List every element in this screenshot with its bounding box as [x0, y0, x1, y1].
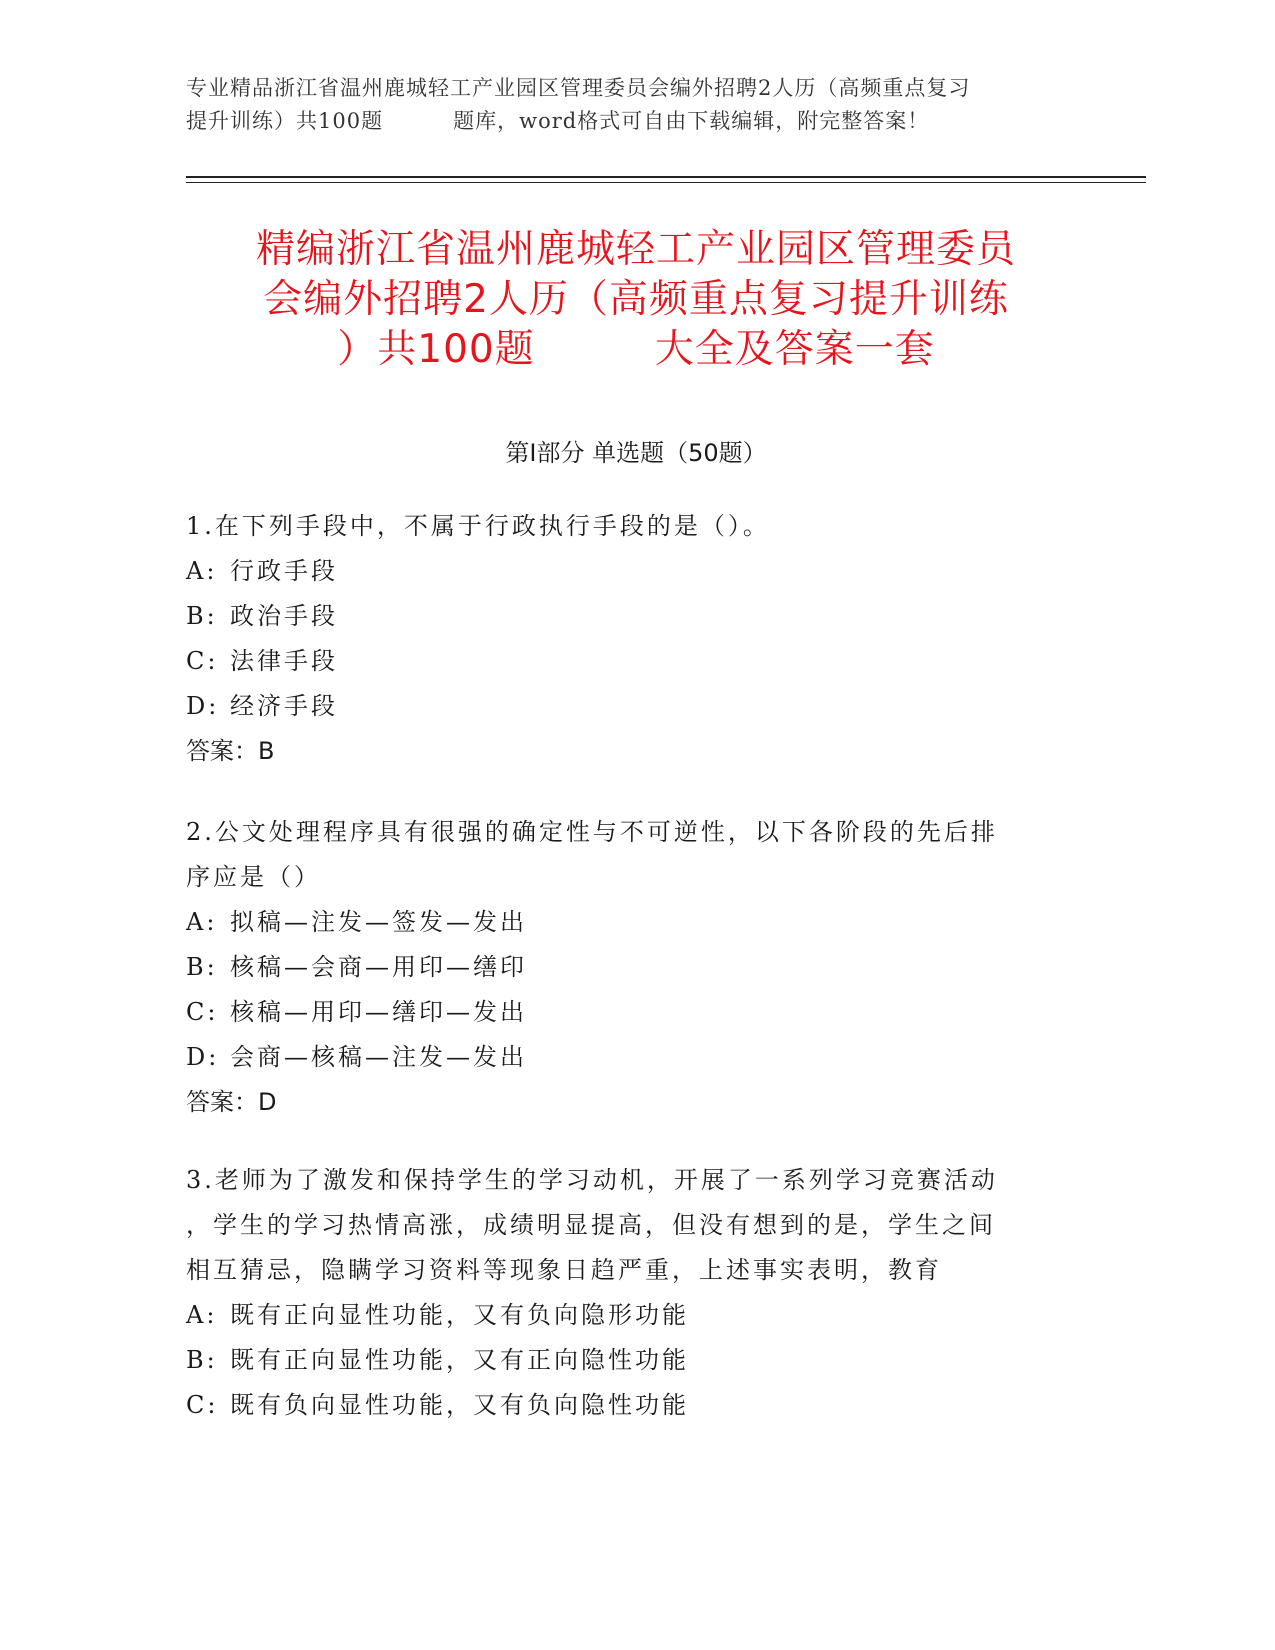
- document-title: [186, 225, 1086, 375]
- header-rule-thin: [186, 182, 1146, 183]
- header-line-2a: 提升训练）共100题: [186, 109, 384, 133]
- header-rule-thick: [186, 176, 1146, 178]
- option-a: A: 行政手段: [186, 557, 338, 585]
- question-text-line-2: 序应是（）: [186, 863, 321, 891]
- option-c: C: 既有负向显性功能，又有负向隐性功能: [186, 1391, 689, 1419]
- question-text: 1.在下列手段中，不属于行政执行手段的是（）。: [186, 512, 770, 540]
- option-b: B: 政治手段: [186, 602, 338, 630]
- option-a: A: 既有正向显性功能，又有负向隐形功能: [186, 1301, 689, 1329]
- question-2: [186, 810, 1066, 1125]
- answer: 答案：D: [186, 1088, 277, 1116]
- option-b: B: 既有正向显性功能，又有正向隐性功能: [186, 1346, 689, 1374]
- question-3: [186, 1158, 1066, 1428]
- option-d: D: 经济手段: [186, 692, 338, 720]
- option-c: C: 核稿—用印—缮印—发出: [186, 998, 527, 1026]
- option-d: D: 会商—核稿—注发—发出: [186, 1043, 527, 1071]
- option-a: A: 拟稿—注发—签发—发出: [186, 908, 527, 936]
- question-text-line-3: 相互猜忌，隐瞒学习资料等现象日趋严重，上述事实表明，教育: [186, 1256, 942, 1284]
- question-1: [186, 504, 1066, 774]
- title-line-3a: ）共100题: [337, 327, 535, 372]
- title-line-2: 会编外招聘2人历（高频重点复习提升训练: [263, 277, 1009, 322]
- header-line-2b: 题库，word格式可自由下载编辑，附完整答案！: [453, 109, 930, 133]
- section-heading: 第Ⅰ部分 单选题（50题）: [505, 439, 767, 467]
- page-header: [186, 72, 1086, 138]
- question-text-line-1: 3.老师为了激发和保持学生的学习动机，开展了一系列学习竞赛活动: [186, 1166, 998, 1194]
- option-c: C: 法律手段: [186, 647, 338, 675]
- title-line-1: 精编浙江省温州鹿城轻工产业园区管理委员: [255, 227, 1016, 272]
- question-text-line-1: 2.公文处理程序具有很强的确定性与不可逆性，以下各阶段的先后排: [186, 818, 998, 846]
- question-text-line-2: ，学生的学习热情高涨，成绩明显提高，但没有想到的是，学生之间: [186, 1211, 996, 1239]
- option-b: B: 核稿—会商—用印—缮印: [186, 953, 527, 981]
- title-line-3b: 大全及答案一套: [654, 327, 935, 372]
- answer: 答案：B: [186, 737, 275, 765]
- header-line-1: 专业精品浙江省温州鹿城轻工产业园区管理委员会编外招聘2人历（高频重点复习: [186, 76, 971, 100]
